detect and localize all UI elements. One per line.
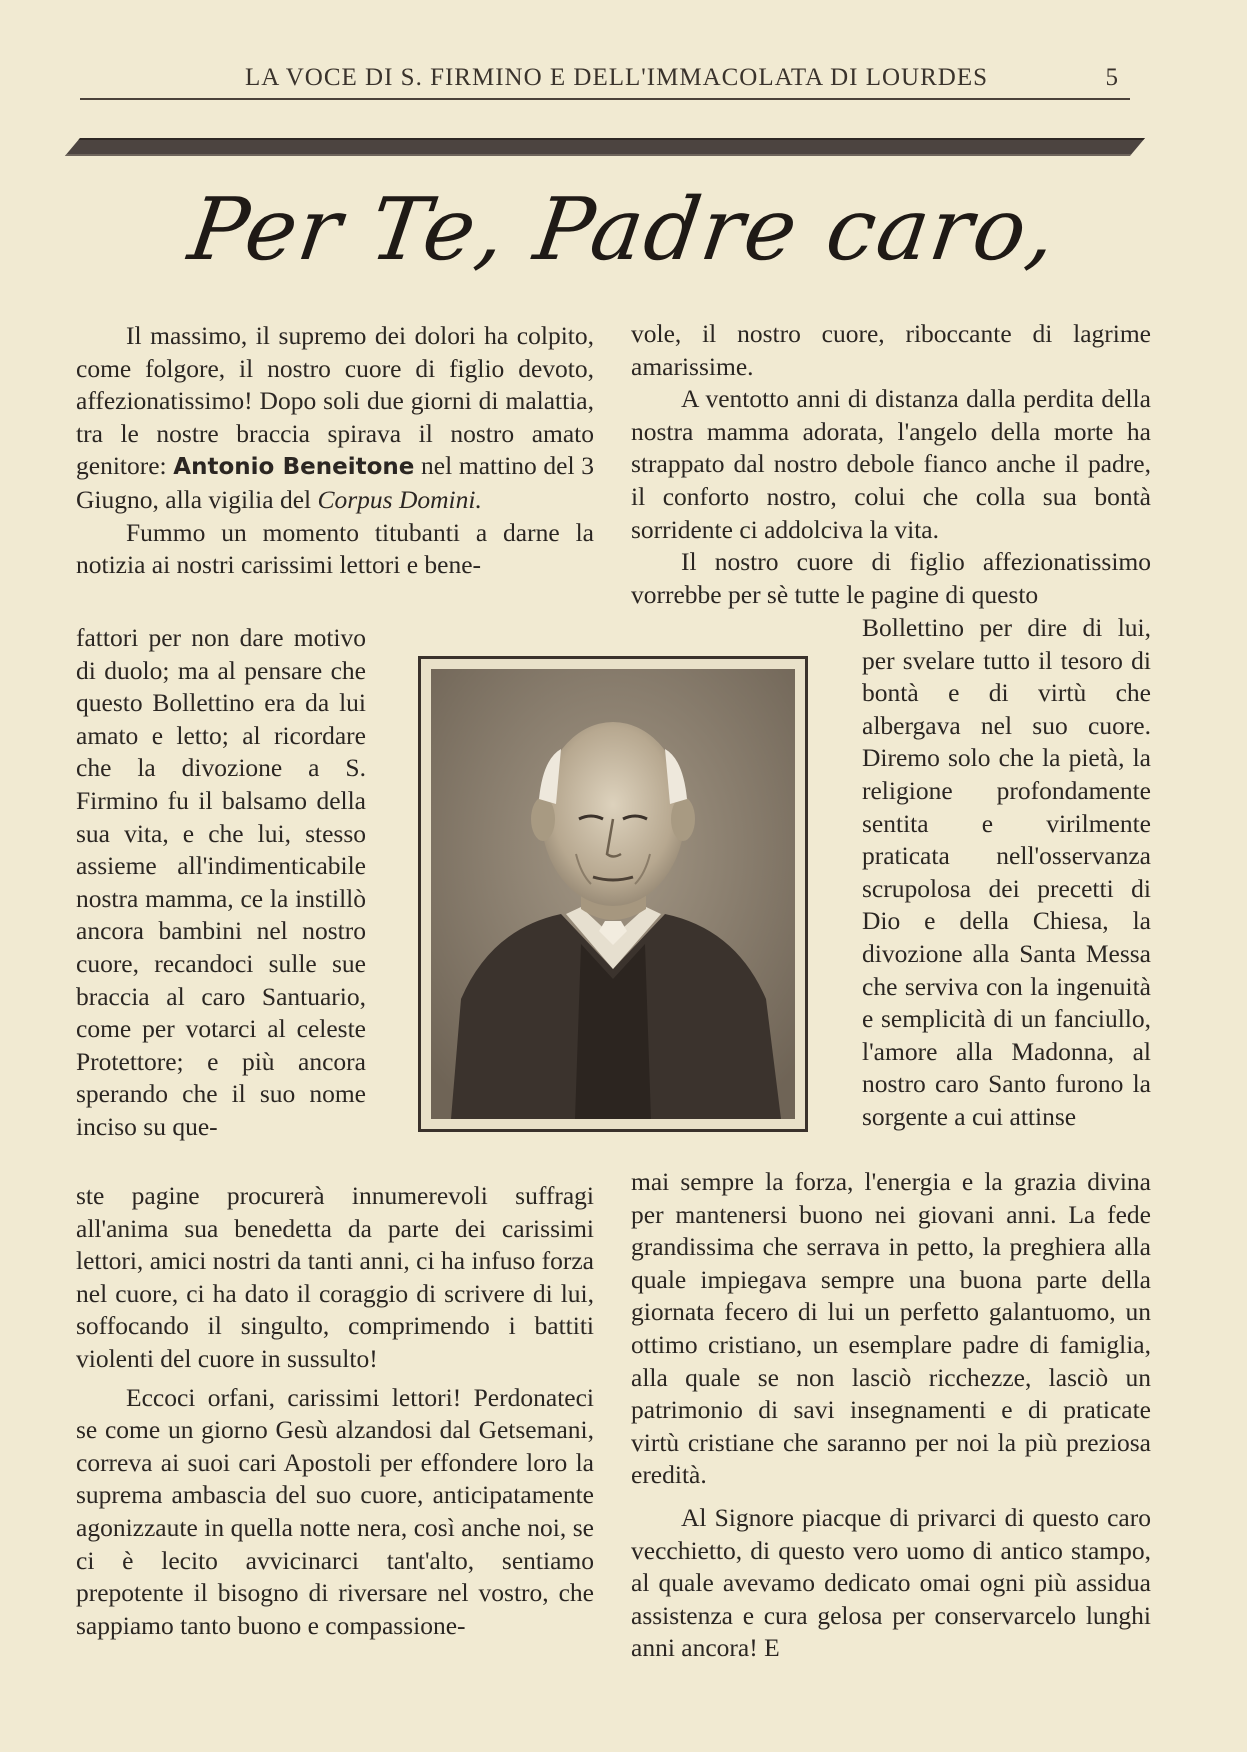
left-column-bottom (76, 1180, 594, 1642)
paragraph-4: A ventotto anni di distanza dalla perdita della nostra mamma adorata, l'angelo della morte ha strappato dal nostro debole fianco anche il padre, il conforto nostro, colui che colla sua bontà sorridente ci addolciva la vita. (631, 384, 1151, 544)
paragraph-2-end: ste pagine procurerà innumerevoli suffragi all'anima sua benedetta da parte dei carissimi lettori, amici nostri da tanti anni, ci ha infuso forza nel cuore, ci ha dato il coraggio di scrivere di lui, soffocando il singulto, comprimendo i battiti violenti del cuore in sussulto! (76, 1181, 594, 1373)
paragraph-1 (76, 320, 594, 517)
left-column-narrow (76, 622, 366, 1144)
paragraph-2-continued: fattori per non dare motivo di duolo; ma al pensare che questo Bollettino era da lui amato e letto; al ricordare che la divozione a S. Firmino fu il balsamo della sua vita, e che lui, stesso assieme all'indimenticabile nostra mamma, ce la instillò ancora bambini nel nostro cuore, recandoci sulle sue braccia al caro Santuario, come per votarci al celeste Protettore; e più ancora sperando che il suo nome inciso su que- (76, 623, 366, 1141)
paragraph-3: Eccoci orfani, carissimi lettori! Perdonateci se come un giorno Gesù alzandosi dal Getsemani, correva ai suoi cari Apostoli per effondere loro la suprema ambascia del suo cuore, anticipatamente agonizzaute in quella notte nera, così anche noi, se ci è lecito avvicinarci tant'alto, sentiamo prepotente il bisogno di riversare nel vostro, che sappiamo tanto buono e compassione- (76, 1382, 594, 1640)
decorative-rule (65, 138, 1145, 156)
header-title: LA VOCE DI S. FIRMINO E DELL'IMMACOLATA DI LOURDES (245, 64, 989, 91)
paragraph-6: Al Signore piacque di privarci di questo caro vecchietto, di questo vero uomo di antico stampo, al quale avevamo dedicato omai ogni più assidua assistenza e cura gelosa per conservarcelo lunghi anni ancora! E (631, 1502, 1151, 1663)
paragraph-5-end: mai sempre la forza, l'energia e la grazia divina per mantenersi buono nei giovani anni. La fede grandissima che serrava in petto, la preghiera alla quale impiegava sempre una buona parte della giornata fecero di lui un perfetto galantuomo, un ottimo cristiano, un esemplare padre di famiglia, alla quale se non lasciò ricchezze, lasciò un patrimonio di savi insegnamenti e di praticate virtù cristiane che saranno per noi la più preziosa eredità. (631, 1167, 1151, 1490)
paragraph-5-continued: Bollettino per dire di lui, per svelare tutto il tesoro di bontà e di virtù che albergava nel suo cuore. Diremo solo che la pietà, la religione profondamente sentita e virilmente praticata nell'osservanza scrupolosa dei precetti di Dio e della Chiesa, la divozione alla Santa Messa che serviva con la ingenuità e semplicità di un fanciullo, l'amore alla Madonna, al nostro caro Santo furono la sorgente a cui attinse (862, 613, 1151, 1131)
paragraph-2: Fummo un momento titubanti a darne la notizia ai nostri carissimi lettori e bene- (76, 517, 594, 580)
deceased-name: Antonio Beneitone (173, 454, 415, 481)
right-column-bottom (631, 1166, 1151, 1665)
paragraph-1-text-b: nel mattino del 3 Giugno, alla vigilia del (76, 451, 594, 514)
left-column-top (76, 320, 594, 582)
article-title: Per Te, Padre caro, (183, 180, 1064, 280)
paragraph-3-end: vole, il nostro cuore, riboccante di lagrime amarissime. (631, 319, 1151, 381)
page-number: 5 (1105, 64, 1118, 91)
running-header (80, 58, 1130, 100)
right-column-top (631, 318, 1151, 611)
paragraph-5: Il nostro cuore di figlio affezionatissimo vorrebbe per sè tutte le pagine di questo (631, 547, 1151, 609)
paragraph-1-text-a: Il massimo, il supremo dei dolori ha colpito, come folgore, il nostro cuore di figlio devoto, affezionatissimo! Dopo soli due giorni di malattia, tra le nostre braccia spirava il nostro amato genitore: (76, 321, 594, 481)
right-column-narrow (862, 612, 1151, 1134)
portrait-photo (418, 656, 808, 1132)
feast-name: Corpus Domini. (317, 484, 482, 514)
portrait-photo-icon (431, 669, 795, 1119)
